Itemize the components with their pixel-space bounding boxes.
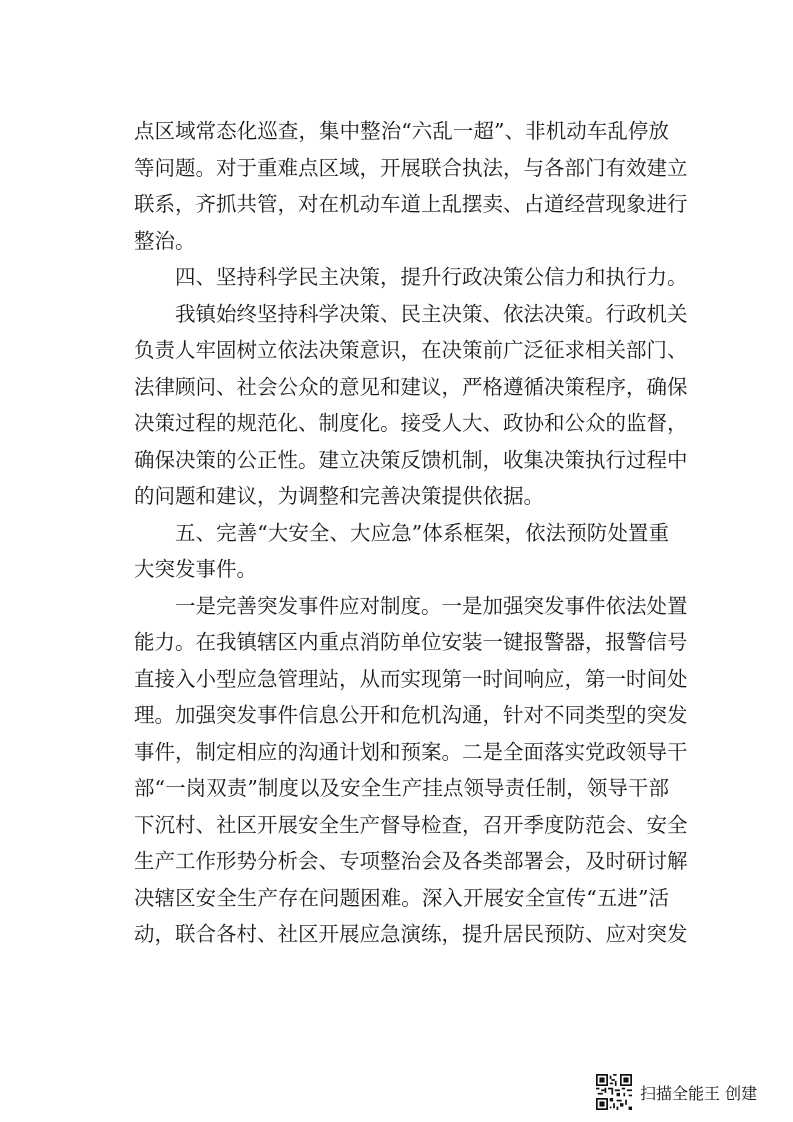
paragraph-line: 确保决策的公正性。建立决策反馈机制，收集决策执行过程中 (134, 447, 688, 472)
watermark-text: 扫描全能王 创建 (640, 1083, 758, 1103)
paragraph-line: 法律顾问、社会公众的意见和建议，严格遵循决策程序，确保 (134, 374, 688, 399)
paragraph-line: 部“一岗双责”制度以及安全生产挂点领导责任制，领导干部 (134, 776, 669, 800)
paragraph-line: 直接入小型应急管理站，从而实现第一时间响应，第一时间处 (134, 666, 688, 691)
paragraph-line: 点区域常态化巡查，集中整治“六乱一超”、非机动车乱停放 (134, 119, 669, 143)
paragraph-line: 整治。 (134, 228, 196, 253)
section-heading-5: 五、完善“大安全、大应急”体系框架，依法预防处置重 (175, 520, 669, 545)
paragraph-line: 联系，齐抓共管，对在机动车道上乱摆卖、占道经营现象进行 (134, 192, 688, 216)
paragraph-line: 生产工作形势分析会、专项整治会及各类部署会，及时研讨解 (134, 849, 688, 873)
scanner-watermark (596, 1072, 757, 1112)
paragraph-line: 等问题。对于重难点区域，开展联合执法，与各部门有效建立 (134, 155, 688, 180)
document-body (134, 113, 688, 953)
paragraph-line: 决辖区安全生产存在问题困难。深入开展安全宣传“五进”活 (134, 885, 669, 910)
paragraph-line: 决策过程的规范化、制度化。接受人大、政协和公众的监督， (134, 411, 688, 435)
paragraph-line: 下沉村、社区开展安全生产督导检查，召开季度防范会、安全 (134, 812, 688, 837)
paragraph-line: 理。加强突发事件信息公开和危机沟通，针对不同类型的突发 (134, 703, 688, 727)
paragraph-line: 一是完善突发事件应对制度。一是加强突发事件依法处置 (175, 593, 688, 618)
section-heading-5-cont: 大突发事件。 (134, 557, 257, 581)
paragraph-line: 动，联合各村、社区开展应急演练，提升居民预防、应对突发 (134, 922, 688, 946)
paragraph-line: 能力。在我镇辖区内重点消防单位安装一键报警器，报警信号 (134, 630, 688, 654)
qr-code-icon (596, 1074, 632, 1110)
paragraph-line: 我镇始终坚持科学决策、民主决策、依法决策。行政机关 (175, 301, 688, 326)
paragraph-line: 负责人牢固树立依法决策意识，在决策前广泛征求相关部门、 (134, 338, 688, 362)
paragraph-line: 事件，制定相应的沟通计划和预案。二是全面落实党政领导干 (134, 739, 688, 764)
paragraph-line: 的问题和建议，为调整和完善决策提供依据。 (134, 484, 544, 508)
section-heading-4: 四、坚持科学民主决策，提升行政决策公信力和执行力。 (175, 265, 688, 289)
